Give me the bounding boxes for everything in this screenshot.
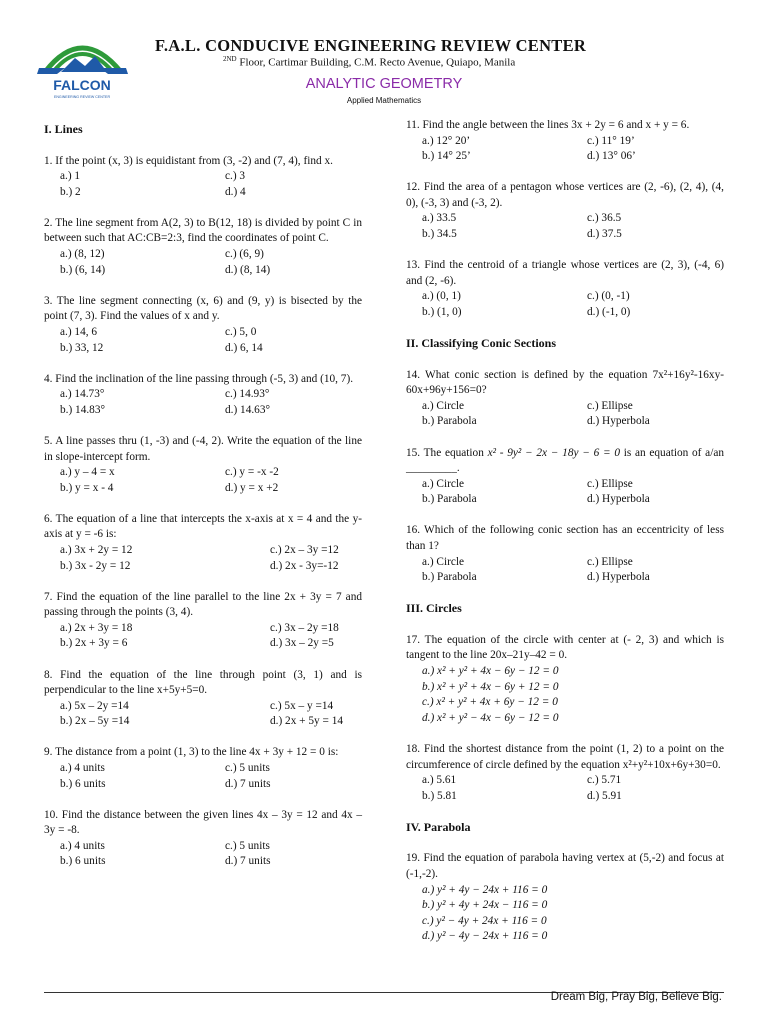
address-text: Floor, Cartimar Building, C.M. Recto Avenue, Quiapo, Manila bbox=[236, 56, 516, 69]
option: b.) x² + y² + 4x − 6y + 12 = 0 bbox=[422, 680, 559, 693]
option: d.) Hyperbola bbox=[587, 493, 650, 506]
option: c.) 2x – 3y =12 bbox=[270, 543, 339, 556]
option: b.) 3x - 2y = 12 bbox=[60, 559, 131, 572]
question-18 bbox=[406, 742, 724, 804]
option: a.) y² + 4y − 24x + 116 = 0 bbox=[422, 883, 548, 896]
question-text: 3. The line segment connecting (x, 6) and (9, y) is bisected by the point (7, 3). Find the values of x and y. bbox=[44, 294, 362, 323]
question-text-b: is an equation of a/an _________. bbox=[406, 446, 725, 475]
subject-title bbox=[0, 76, 768, 92]
option: a.) 5x – 2y =14 bbox=[60, 699, 129, 712]
question-8 bbox=[44, 668, 362, 730]
options bbox=[406, 555, 724, 586]
option: a.) 14, 6 bbox=[60, 325, 98, 338]
option: d.) 6, 14 bbox=[225, 341, 263, 354]
option: b.) Parabola bbox=[422, 415, 477, 428]
question-10 bbox=[44, 808, 362, 870]
left-questions bbox=[44, 154, 362, 870]
question-text: 2. The line segment from A(2, 3) to B(12, 18) is divided by point C in between such that AC:CB=2:3, find the coordinates of point C. bbox=[44, 216, 362, 245]
question-1 bbox=[44, 154, 362, 201]
option: d.) 5.91 bbox=[587, 789, 622, 802]
section-heading-circles: III. Circles bbox=[406, 601, 462, 616]
option: d.) Hyperbola bbox=[587, 415, 650, 428]
question-text: 1. If the point (x, 3) is equidistant from (3, -2) and (7, 4), find x. bbox=[44, 154, 333, 167]
option: d.) (8, 14) bbox=[225, 263, 271, 276]
option: a.) 4 units bbox=[60, 839, 105, 852]
options bbox=[406, 211, 724, 242]
option: c.) y = -x -2 bbox=[225, 466, 279, 479]
option: d.) Hyperbola bbox=[587, 571, 650, 584]
option: a.) 12° 20’ bbox=[422, 134, 471, 147]
question-text: 7. Find the equation of the line parallel to the line 2x + 3y = 7 and passing through the points (3, 4). bbox=[44, 590, 362, 619]
option: b.) 5.81 bbox=[422, 789, 457, 802]
option: c.) 5 units bbox=[225, 839, 270, 852]
option: c.) Ellipse bbox=[587, 477, 633, 490]
options bbox=[44, 621, 362, 652]
option: a.) 2x + 3y = 18 bbox=[60, 621, 133, 634]
option: b.) (1, 0) bbox=[422, 305, 462, 318]
option: b.) 34.5 bbox=[422, 228, 457, 241]
option: b.) y² + 4y + 24x − 116 = 0 bbox=[422, 899, 548, 912]
question-text-a: 15. The equation bbox=[406, 446, 488, 459]
option: d.) 37.5 bbox=[587, 228, 622, 241]
left-column bbox=[44, 118, 362, 886]
question-text: 8. Find the equation of the line through point (3, 1) and is perpendicular to the line x+5y+5=0. bbox=[44, 668, 362, 697]
question-19 bbox=[406, 851, 724, 945]
question-9 bbox=[44, 745, 362, 792]
option: b.) (6, 14) bbox=[60, 263, 106, 276]
option: d.) 13° 06’ bbox=[587, 150, 636, 163]
question-4 bbox=[44, 372, 362, 419]
options bbox=[406, 773, 724, 804]
question-text: 18. Find the shortest distance from the point (1, 2) to a point on the circumference of circle defined by the equation x²+y²+10x+6y+30=0. bbox=[406, 742, 724, 771]
question-14 bbox=[406, 368, 724, 430]
options bbox=[406, 399, 724, 430]
question-text bbox=[406, 446, 724, 477]
options bbox=[44, 465, 362, 496]
question-text: 13. Find the centroid of a triangle whose vertices are (2, 3), (-4, 6) and (2, -6). bbox=[406, 259, 724, 287]
option: b.) y = x - 4 bbox=[60, 481, 114, 494]
right-column bbox=[406, 118, 724, 960]
question-text: 11. Find the angle between the lines 3x + 2y = 6 and x + y = 6. bbox=[406, 119, 690, 131]
options bbox=[44, 543, 362, 574]
question-11 bbox=[406, 118, 724, 165]
options bbox=[44, 699, 362, 730]
options bbox=[44, 169, 362, 200]
option: a.) 33.5 bbox=[422, 212, 457, 225]
option: d.) y² − 4y − 24x + 116 = 0 bbox=[422, 930, 548, 943]
option: c.) (0, -1) bbox=[587, 290, 630, 303]
option: c.) 5x – y =14 bbox=[270, 699, 334, 712]
option: c.) y² − 4y + 24x + 116 = 0 bbox=[422, 914, 547, 927]
options bbox=[44, 325, 362, 356]
question-text: 19. Find the equation of parabola having vertex at (5,-2) and focus at (-1,-2). bbox=[406, 852, 724, 880]
question-13 bbox=[406, 258, 724, 320]
question-6 bbox=[44, 512, 362, 574]
option: c.) 5, 0 bbox=[225, 325, 257, 338]
subject-title-text: ANALYTIC GEOMETRY bbox=[305, 76, 463, 92]
option: d.) 7 units bbox=[225, 855, 271, 868]
option: c.) 14.93° bbox=[225, 388, 270, 401]
option: b.) Parabola bbox=[422, 571, 477, 584]
question-12 bbox=[406, 180, 724, 242]
option: c.) 3 bbox=[225, 170, 246, 183]
option: c.) x² + y² + 4x + 6y − 12 = 0 bbox=[422, 696, 558, 709]
option: a.) 3x + 2y = 12 bbox=[60, 543, 133, 556]
subject-subtitle: Applied Mathematics bbox=[346, 96, 422, 105]
options bbox=[406, 477, 724, 508]
option: a.) x² + y² + 4x − 6y − 12 = 0 bbox=[422, 665, 559, 678]
option: a.) (0, 1) bbox=[422, 290, 461, 303]
options bbox=[406, 664, 724, 726]
question-5 bbox=[44, 434, 362, 496]
section-heading-lines: I. Lines bbox=[44, 122, 83, 136]
option: a.) (8, 12) bbox=[60, 248, 105, 261]
option: d.) (-1, 0) bbox=[587, 305, 631, 318]
option: b.) Parabola bbox=[422, 493, 477, 506]
question-text: 17. The equation of the circle with center at (- 2, 3) and which is tangent to the line 20x–21y–42 = 0. bbox=[406, 633, 724, 662]
logo-text: FALCON bbox=[53, 77, 111, 93]
option: a.) Circle bbox=[422, 399, 465, 412]
question-text: 4. Find the inclination of the line passing through (-5, 3) and (10, 7). bbox=[44, 372, 354, 385]
question-text: 16. Which of the following conic section has an eccentricity of less than 1? bbox=[406, 524, 724, 552]
page-header bbox=[0, 0, 768, 110]
question-text: 14. What conic section is defined by the equation 7x²+16y²-16xy-60x+96y+156=0? bbox=[406, 368, 724, 397]
option: c.) 11° 19’ bbox=[587, 134, 635, 147]
option: b.) 14.83° bbox=[60, 403, 105, 416]
option: a.) Circle bbox=[422, 555, 465, 568]
falcon-logo bbox=[35, 28, 130, 106]
option: c.) Ellipse bbox=[587, 399, 633, 412]
question-text: 6. The equation of a line that intercepts the x-axis at x = 4 and the y-axis at y = -6 is: bbox=[44, 512, 362, 541]
option: a.) 4 units bbox=[60, 762, 105, 774]
options bbox=[44, 387, 362, 418]
center-name: F.A.L. CONDUCIVE ENGINEERING REVIEW CENTER bbox=[155, 36, 587, 55]
option: c.) 36.5 bbox=[587, 212, 622, 225]
center-address bbox=[223, 55, 515, 69]
equation: x² - 9y² − 2x − 18y − 6 = 0 bbox=[487, 446, 620, 459]
question-16 bbox=[406, 523, 724, 585]
option: c.) Ellipse bbox=[587, 555, 633, 568]
option: d.) 3x – 2y =5 bbox=[270, 637, 334, 650]
logo-subtext: ENGINEERING REVIEW CENTER bbox=[53, 95, 111, 99]
option: d.) 14.63° bbox=[225, 403, 270, 416]
question-3 bbox=[44, 294, 362, 356]
options bbox=[406, 134, 724, 165]
option: b.) 2x – 5y =14 bbox=[60, 715, 130, 728]
option: a.) Circle bbox=[422, 477, 465, 490]
question-text: 5. A line passes thru (1, -3) and (-4, 2). Write the equation of the line in slope-intercept form. bbox=[44, 434, 362, 463]
options bbox=[406, 883, 724, 945]
option: d.) 2x - 3y=-12 bbox=[270, 559, 339, 572]
question-17 bbox=[406, 633, 724, 727]
option: b.) 33, 12 bbox=[60, 341, 104, 354]
section-heading-conics: II. Classifying Conic Sections bbox=[406, 336, 557, 351]
option: b.) 6 units bbox=[60, 777, 106, 790]
question-2 bbox=[44, 216, 362, 278]
option: d.) x² + y² − 4x − 6y − 12 = 0 bbox=[422, 711, 559, 724]
option: a.) y – 4 = x bbox=[60, 466, 115, 479]
option: b.) 2x + 3y = 6 bbox=[60, 637, 128, 650]
question-text: 12. Find the area of a pentagon whose vertices are (2, -6), (2, 4), (4, 0), (-3, 3) and (-3, 2). bbox=[406, 181, 724, 209]
options bbox=[44, 761, 362, 792]
option: a.) 1 bbox=[60, 170, 81, 183]
option: d.) 2x + 5y = 14 bbox=[270, 715, 343, 728]
question-7 bbox=[44, 590, 362, 652]
options bbox=[44, 839, 362, 870]
options bbox=[406, 289, 724, 320]
floor-number: 2ND bbox=[223, 55, 237, 63]
option: b.) 6 units bbox=[60, 855, 106, 868]
question-text: 9. The distance from a point (1, 3) to the line 4x + 3y + 12 = 0 is: bbox=[44, 746, 339, 759]
option: b.) 14° 25’ bbox=[422, 150, 471, 163]
option: a.) 5.61 bbox=[422, 774, 457, 787]
footer-motto: Dream Big, Pray Big, Believe Big. bbox=[550, 991, 722, 1003]
question-text: 10. Find the distance between the given lines 4x – 3y = 12 and 4x – 3y = -8. bbox=[44, 808, 362, 837]
option: c.) (6, 9) bbox=[225, 248, 264, 261]
option: d.) 7 units bbox=[225, 777, 271, 790]
option: b.) 2 bbox=[60, 185, 81, 198]
option: d.) y = x +2 bbox=[225, 481, 279, 494]
section-heading-parabola: IV. Parabola bbox=[406, 819, 471, 834]
options bbox=[44, 247, 362, 278]
option: c.) 3x – 2y =18 bbox=[270, 621, 339, 634]
option: c.) 5.71 bbox=[587, 774, 622, 787]
option: c.) 5 units bbox=[225, 762, 270, 774]
option: d.) 4 bbox=[225, 185, 246, 198]
option: a.) 14.73° bbox=[60, 388, 105, 401]
question-15 bbox=[406, 446, 724, 508]
